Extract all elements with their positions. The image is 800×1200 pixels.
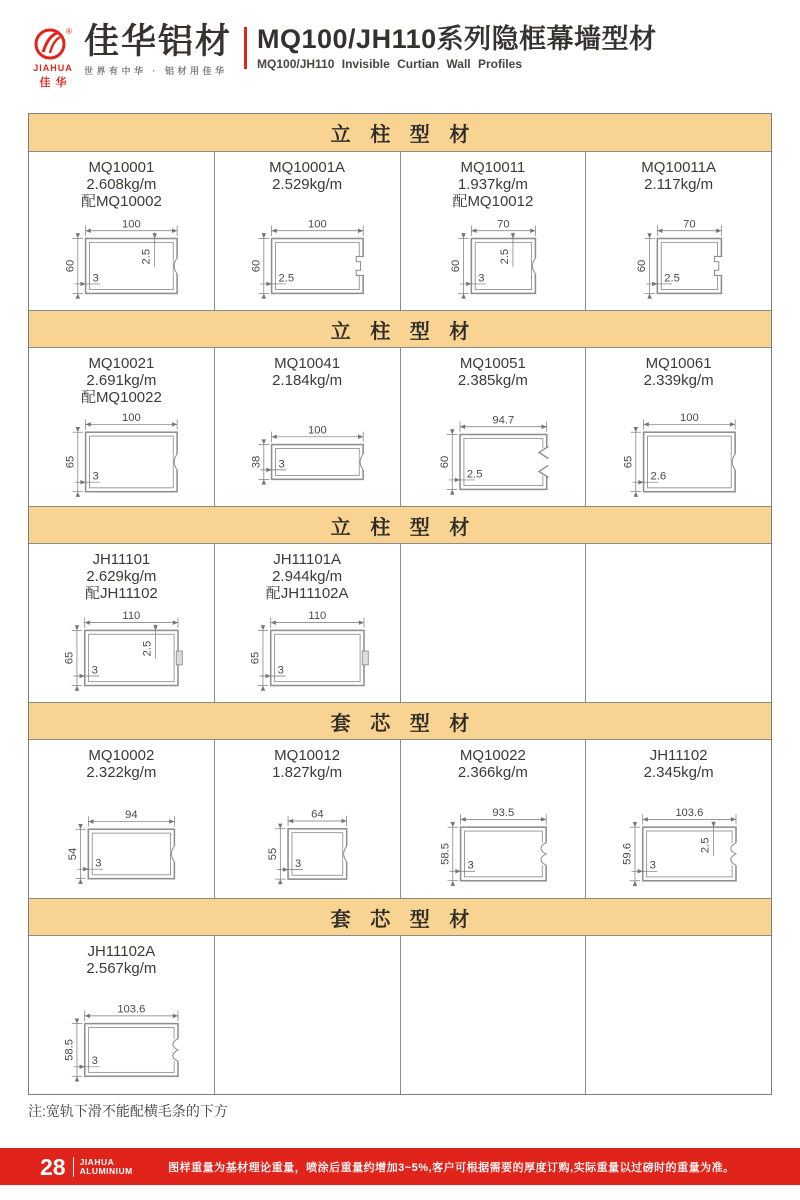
profile-cell-MQ10001: [29, 152, 215, 310]
profile-cell-MQ10012: [215, 740, 401, 898]
profile-weight: 2.322kg/m: [86, 764, 157, 781]
profile-label: [81, 152, 162, 215]
svg-text:2.5: 2.5: [278, 272, 295, 285]
footer-divider: [73, 1157, 74, 1177]
svg-text:59.6: 59.6: [621, 843, 634, 865]
profile-row: [29, 740, 771, 898]
page-subtitle: MQ100/JH110 Invisible Curtian Wall Profiles: [257, 57, 522, 71]
svg-text:58.5: 58.5: [64, 1039, 77, 1061]
profile-code: MQ10022: [459, 747, 526, 764]
profile-code: MQ10002: [88, 747, 155, 764]
profile-label: [458, 740, 528, 803]
profile-cell-MQ10002: [29, 740, 215, 898]
svg-text:93.5: 93.5: [492, 806, 515, 819]
profile-cell-MQ10021: [29, 348, 215, 506]
profile-cell-JH11101A: [215, 544, 401, 702]
profile-cell-MQ10022: [401, 740, 587, 898]
profile-cell-JH11101: [29, 544, 215, 702]
profile-match: 配JH11102A: [265, 585, 349, 602]
profile-drawing-MQ10001A: [215, 215, 400, 310]
footer-brand: [80, 1158, 133, 1176]
profile-code: MQ10021: [88, 355, 155, 372]
svg-text:3: 3: [649, 859, 656, 872]
profile-weight: 2.567kg/m: [86, 960, 157, 977]
section-header: 立 柱 型 材: [29, 114, 771, 152]
page-footer: [0, 1148, 800, 1185]
profile-drawing-JH11102A: [29, 999, 214, 1094]
company-slogan: 世界有中华 · 铝材用佳华: [84, 66, 228, 76]
section-header: 套 芯 型 材: [29, 898, 771, 936]
footer-brand-line1: JIAHUA: [79, 1156, 115, 1167]
profile-cell-empty: [401, 544, 587, 702]
svg-text:38: 38: [250, 455, 263, 469]
profile-drawing-JH11101A: [215, 607, 400, 702]
svg-text:103.6: 103.6: [117, 1003, 146, 1016]
svg-text:103.6: 103.6: [674, 806, 704, 819]
profile-match: 配MQ10022: [80, 389, 162, 406]
svg-text:64: 64: [311, 808, 324, 821]
profile-code: MQ10012: [274, 747, 341, 764]
profile-weight: 2.629kg/m: [86, 568, 157, 585]
profile-weight: 2.184kg/m: [272, 372, 343, 389]
profile-label: [644, 740, 714, 803]
svg-text:2.5: 2.5: [498, 248, 511, 265]
profile-cell-empty: [401, 936, 587, 1094]
profile-label: [269, 152, 345, 215]
svg-text:3: 3: [467, 859, 474, 872]
profile-drawing-MQ10041: [215, 411, 400, 506]
profile-label: [266, 544, 349, 607]
svg-text:100: 100: [122, 411, 142, 424]
svg-text:60: 60: [438, 455, 451, 469]
profile-match: 配JH11102: [84, 585, 158, 602]
profile-cell-JH11102: [586, 740, 771, 898]
profile-cell-MQ10051: [401, 348, 587, 506]
title-block: [257, 24, 657, 71]
svg-text:55: 55: [267, 847, 280, 861]
svg-text:2.5: 2.5: [140, 248, 153, 265]
svg-text:100: 100: [308, 218, 327, 231]
profile-row: [29, 936, 771, 1094]
profile-drawing-MQ10012: [215, 803, 400, 898]
profile-cell-empty: [586, 544, 771, 702]
svg-text:70: 70: [496, 218, 510, 231]
profile-code: MQ10061: [645, 355, 712, 372]
svg-text:60: 60: [250, 259, 263, 273]
profile-drawing-MQ10022: [401, 803, 586, 898]
profile-label: [272, 348, 342, 411]
header-divider: [244, 27, 247, 69]
section-header: 立 柱 型 材: [29, 506, 771, 544]
profile-label: [85, 544, 158, 607]
profile-weight: 2.345kg/m: [643, 764, 714, 781]
svg-text:3: 3: [277, 664, 285, 677]
profile-drawing-MQ10021: [29, 411, 214, 506]
profile-weight: 2.944kg/m: [272, 568, 343, 585]
svg-text:65: 65: [622, 455, 635, 469]
profile-label: [458, 348, 528, 411]
svg-text:110: 110: [308, 610, 327, 623]
profile-drawing-MQ10002: [29, 803, 214, 898]
svg-text:3: 3: [92, 470, 100, 483]
svg-text:65: 65: [64, 455, 77, 469]
svg-text:60: 60: [450, 259, 463, 273]
profile-cell-empty: [586, 936, 771, 1094]
svg-text:65: 65: [64, 651, 77, 665]
note: 注:宽轨下滑不能配横毛条的下方: [28, 1103, 228, 1119]
profile-weight: 1.827kg/m: [272, 764, 343, 781]
footer-disclaimer: 图样重量为基材理论重量，喷涂后重量约增加3~5%,客户可根据需要的厚度订购,实际重量以过磅时的重量为准。: [168, 1161, 735, 1174]
profile-drawing-MQ10061: [586, 411, 771, 506]
svg-text:54: 54: [67, 847, 80, 861]
svg-text:®: ®: [66, 27, 72, 36]
company-name: 佳华铝材: [84, 22, 233, 61]
profile-weight: 2.608kg/m: [86, 176, 157, 193]
profile-cell-MQ10061: [586, 348, 771, 506]
jiahua-logo-icon: [31, 26, 75, 62]
profile-label: [641, 152, 716, 215]
svg-text:65: 65: [249, 651, 262, 665]
svg-text:3: 3: [478, 272, 485, 285]
profile-cell-MQ10001A: [215, 152, 401, 310]
profile-label: [81, 348, 162, 411]
profile-code: MQ10051: [459, 355, 526, 372]
profile-table: [28, 113, 772, 1095]
profile-drawing-JH11102: [586, 803, 771, 898]
profile-code: MQ10041: [274, 355, 341, 372]
svg-text:94: 94: [125, 809, 138, 822]
profile-code: MQ10011: [460, 159, 526, 176]
profile-cell-empty: [215, 936, 401, 1094]
profile-drawing-MQ10001: [29, 215, 214, 310]
page-number: 28: [40, 1153, 66, 1180]
profile-code: JH11101: [92, 551, 151, 568]
footer-brand-line2: ALUMINIUM: [79, 1165, 133, 1176]
profile-weight: 2.529kg/m: [272, 176, 343, 193]
profile-code: JH11101A: [273, 551, 342, 568]
profile-weight: 2.366kg/m: [457, 764, 528, 781]
profile-weight: 2.339kg/m: [643, 372, 714, 389]
page-title: MQ100/JH110系列隐框幕墙型材: [257, 24, 657, 54]
profile-weight: 2.117kg/m: [644, 176, 714, 193]
profile-label: [86, 936, 156, 999]
profile-cell-MQ10041: [215, 348, 401, 506]
svg-text:94.7: 94.7: [492, 414, 515, 427]
profile-weight: 1.937kg/m: [457, 176, 528, 193]
profile-cell-MQ10011: [401, 152, 587, 310]
page-header: [28, 22, 772, 89]
profile-row: [29, 152, 771, 310]
profile-drawing-JH11101: [29, 607, 214, 702]
profile-code: JH11102: [649, 747, 708, 764]
profile-cell-MQ10011A: [586, 152, 771, 310]
svg-text:2.5: 2.5: [663, 272, 680, 285]
svg-text:70: 70: [682, 218, 696, 231]
profile-row: [29, 348, 771, 506]
profile-drawing-MQ10011: [401, 215, 586, 310]
profile-match: 配MQ10012: [452, 193, 534, 210]
profile-code: MQ10001: [88, 159, 155, 176]
profile-drawing-MQ10011A: [586, 215, 771, 310]
svg-text:3: 3: [295, 858, 302, 871]
profile-cell-JH11102A: [29, 936, 215, 1094]
svg-text:100: 100: [122, 218, 142, 231]
profile-code: MQ10001A: [269, 159, 346, 176]
svg-text:3: 3: [92, 1055, 99, 1068]
svg-text:2.5: 2.5: [141, 640, 154, 657]
svg-text:3: 3: [278, 458, 285, 471]
profile-drawing-MQ10051: [401, 411, 586, 506]
svg-text:100: 100: [679, 411, 699, 424]
svg-text:3: 3: [95, 857, 102, 870]
svg-text:2.6: 2.6: [650, 470, 666, 483]
profile-row: [29, 544, 771, 702]
svg-text:100: 100: [308, 424, 327, 437]
svg-text:3: 3: [92, 664, 99, 677]
section-header: 立 柱 型 材: [29, 310, 771, 348]
brand-name-cn: 佳华: [39, 77, 72, 89]
company-block: [84, 24, 232, 77]
section-header: 套 芯 型 材: [29, 702, 771, 740]
profile-label: [644, 348, 714, 411]
svg-text:110: 110: [122, 610, 141, 623]
profile-label: [86, 740, 156, 803]
svg-text:2.5: 2.5: [466, 468, 483, 481]
svg-text:58.5: 58.5: [439, 843, 452, 865]
profile-code: MQ10011A: [641, 159, 716, 176]
profile-label: [272, 740, 342, 803]
svg-text:60: 60: [64, 259, 77, 273]
svg-text:60: 60: [635, 259, 648, 273]
profile-weight: 2.691kg/m: [86, 372, 157, 389]
svg-text:3: 3: [92, 272, 100, 285]
brand-name-en: JIAHUA: [33, 63, 73, 73]
profile-code: JH11102A: [87, 943, 156, 960]
svg-text:2.5: 2.5: [698, 837, 711, 854]
brand-logo: [28, 26, 78, 90]
profile-match: 配MQ10002: [80, 193, 162, 210]
profile-weight: 2.385kg/m: [457, 372, 528, 389]
profile-label: [452, 152, 533, 215]
